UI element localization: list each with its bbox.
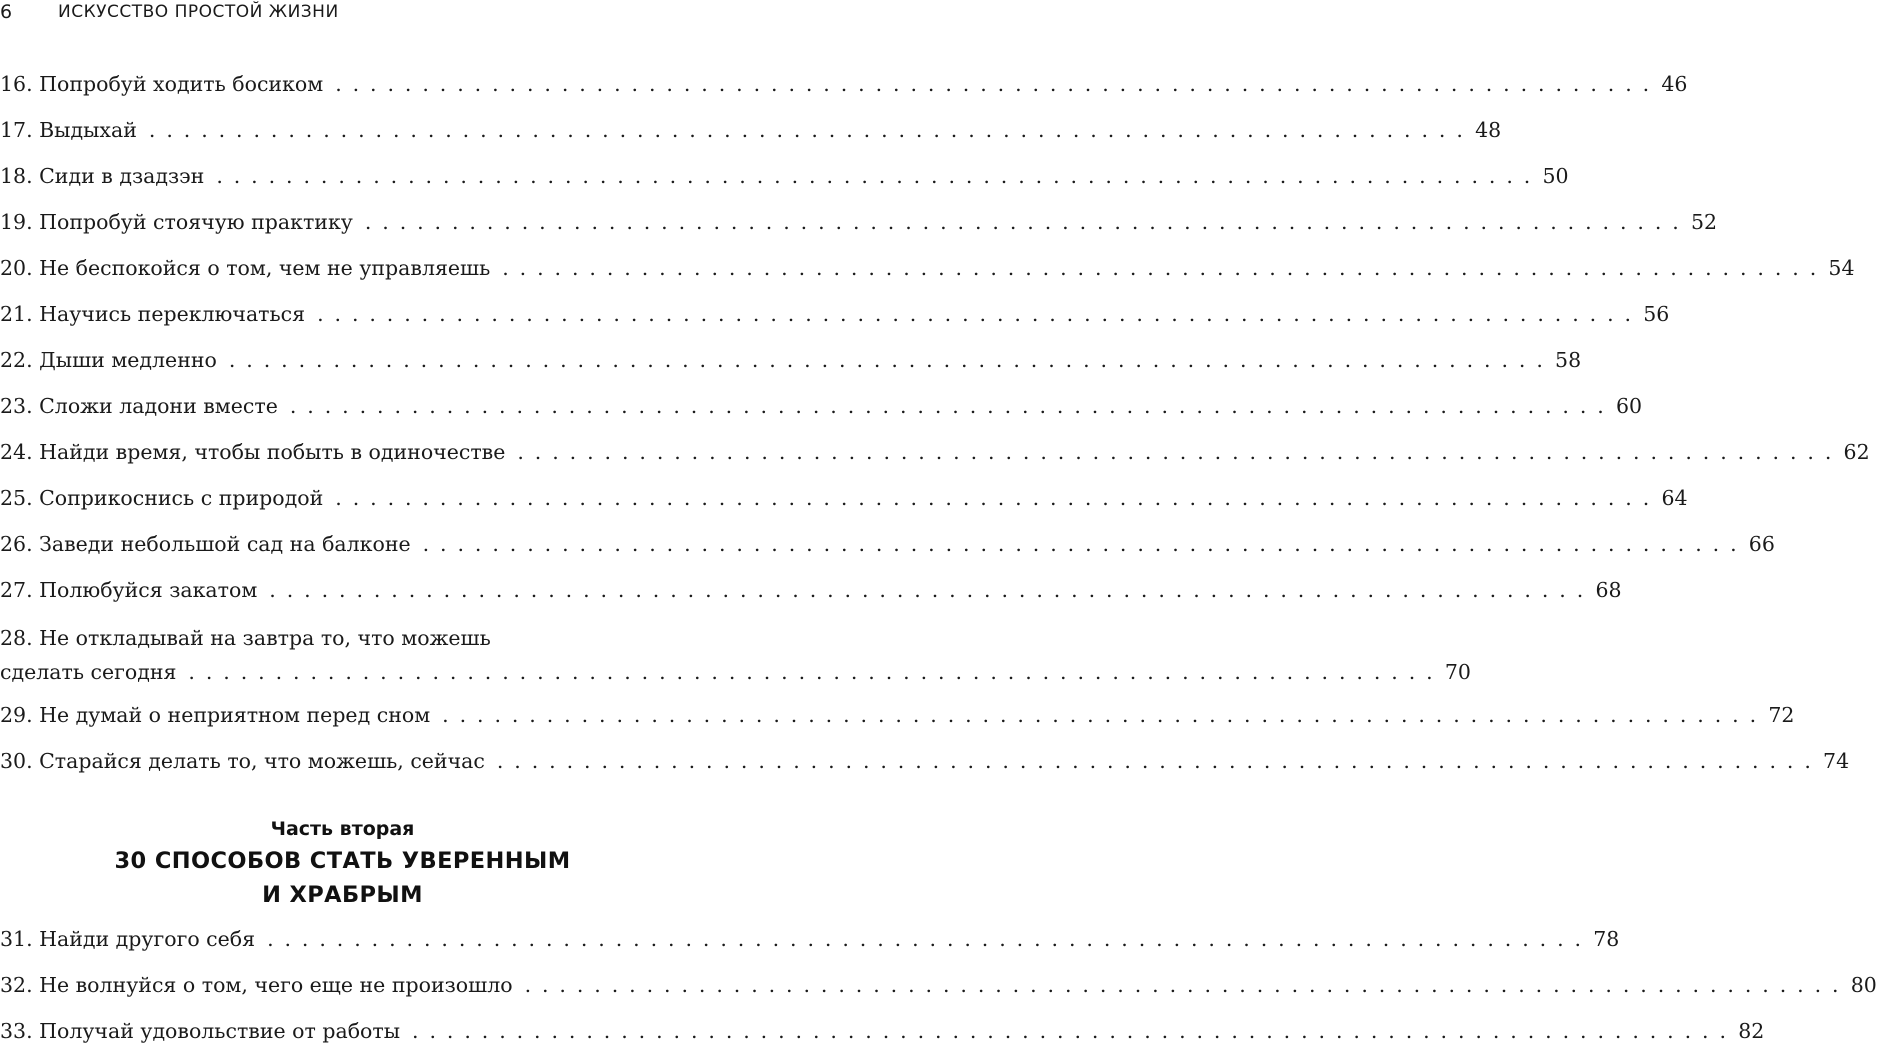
toc-entry-title: 24. Найди время, чтобы побыть в одиночестве xyxy=(0,440,506,464)
toc-leader-dots: . . . . . . . . . . . . . . . . . . . . . . . . . . . . . . . . . . . . . . . . . . . . . . . . . . . . . . . . . . . . . . . . . . . . . . . . . . . . xyxy=(228,348,1546,372)
toc-entry-page: 52 xyxy=(1691,210,1718,234)
toc-entry-title: 18. Сиди в дзадзэн xyxy=(0,164,205,188)
toc-entry-title: 23. Сложи ладони вместе xyxy=(0,394,278,418)
toc-leader-dots: . . . . . . . . . . . . . . . . . . . . . . . . . . . . . . . . . . . . . . . . . . . . . . . . . . . . . . . . . . . . . . . . . . . . . . . . . . . . xyxy=(412,1019,1729,1043)
toc-entry-29[interactable] xyxy=(0,703,1795,737)
toc-entry-title: 32. Не волнуйся о том, чего еще не произошло xyxy=(0,973,513,997)
toc-leader-dots: . . . . . . . . . . . . . . . . . . . . . . . . . . . . . . . . . . . . . . . . . . . . . . . . . . . . . . . . . . . . . . . . . . . . . . . . . . . . xyxy=(524,973,1841,997)
toc-entry-page: 54 xyxy=(1828,256,1855,280)
toc-entry-title: 30. Старайся делать то, что можешь, сейчас xyxy=(0,749,485,773)
toc-leader-dots: . . . . . . . . . . . . . . . . . . . . . . . . . . . . . . . . . . . . . . . . . . . . . . . . . . . . . . . . . . . . . . . . . . . . . . . . xyxy=(188,660,1435,684)
toc-entry-page: 82 xyxy=(1738,1019,1765,1043)
toc-entry-title: 17. Выдыхай xyxy=(0,118,137,142)
toc-leader-dots: . . . . . . . . . . . . . . . . . . . . . . . . . . . . . . . . . . . . . . . . . . . . . . . . . . . . . . . . . . . . . . . . . . . . . . . . . . . . xyxy=(517,440,1834,464)
toc-entry-28[interactable] xyxy=(0,626,1471,684)
toc-entry-32[interactable] xyxy=(0,973,1877,1007)
toc-entry-27[interactable] xyxy=(0,578,1622,612)
toc-leader-dots: . . . . . . . . . . . . . . . . . . . . . . . . . . . . . . . . . . . . . . . . . . . . . . . . . . . . . . . . . . . . . . . . . . . . . . . . . . . . xyxy=(267,927,1584,951)
toc-leader-dots: . . . . . . . . . . . . . . . . . . . . . . . . . . . . . . . . . . . . . . . . . . . . . . . . . . . . . . . . . . . . . . . . . . . . . . . . . . . . xyxy=(496,749,1814,773)
toc-entry-title: 27. Полюбуйся закатом xyxy=(0,578,258,602)
toc-entry-title-line1: 28. Не откладывай на завтра то, что можешь xyxy=(0,626,491,650)
toc-leader-dots: . . . . . . . . . . . . . . . . . . . . . . . . . . . . . . . . . . . . . . . . . . . . . . . . . . . . . . . . . . . . . . . . . . . . . . . . . . . . xyxy=(335,486,1652,510)
toc-leader-dots: . . . . . . . . . . . . . . . . . . . . . . . . . . . . . . . . . . . . . . . . . . . . . . . . . . . . . . . . . . . . . . . . . . . . . . . . . . . . xyxy=(364,210,1681,234)
part-label: Часть вторая xyxy=(270,818,415,840)
toc-entry-page: 58 xyxy=(1555,348,1582,372)
toc-leader-dots: . . . . . . . . . . . . . . . . . . . . . . . . . . . . . . . . . . . . . . . . . . . . . . . . . . . . . . . . . . . . . . . . . . . . . . . . . . . . xyxy=(422,532,1739,556)
part-title-line1: 30 СПОСОБОВ СТАТЬ УВЕРЕННЫМ xyxy=(114,848,571,874)
toc-entry-page: 78 xyxy=(1593,927,1620,951)
toc-entry-18[interactable] xyxy=(0,164,1569,198)
toc-leader-dots: . . . . . . . . . . . . . . . . . . . . . . . . . . . . . . . . . . . . . . . . . . . . . . . . . . . . . . . . . . . . . . . . . . . . . . . . . . . . xyxy=(269,578,1586,602)
toc-entry-page: 74 xyxy=(1823,749,1850,773)
toc-entry-title: 25. Соприкоснись с природой xyxy=(0,486,324,510)
toc-entry-25[interactable] xyxy=(0,486,1688,520)
toc-leader-dots: . . . . . . . . . . . . . . . . . . . . . . . . . . . . . . . . . . . . . . . . . . . . . . . . . . . . . . . . . . . . . . . . . . . . . . . . . . . . xyxy=(442,703,1759,727)
toc-entry-19[interactable] xyxy=(0,210,1718,244)
toc-leader-dots: . . . . . . . . . . . . . . . . . . . . . . . . . . . . . . . . . . . . . . . . . . . . . . . . . . . . . . . . . . . . . . . . . . . . . . . . . . . . xyxy=(335,72,1652,96)
toc-entry-title: 21. Научись переключаться xyxy=(0,302,306,326)
toc-entry-title: 31. Найди другого себя xyxy=(0,927,256,951)
book-title: ИСКУССТВО ПРОСТОЙ ЖИЗНИ xyxy=(58,2,339,22)
toc-leader-dots: . . . . . . . . . . . . . . . . . . . . . . . . . . . . . . . . . . . . . . . . . . . . . . . . . . . . . . . . . . . . . . . . . . . . . . . . . . . . xyxy=(216,164,1533,188)
toc-entry-24[interactable] xyxy=(0,440,1870,474)
toc-entry-page: 50 xyxy=(1542,164,1569,188)
toc-entry-title: 26. Заведи небольшой сад на балконе xyxy=(0,532,411,556)
toc-leader-dots: . . . . . . . . . . . . . . . . . . . . . . . . . . . . . . . . . . . . . . . . . . . . . . . . . . . . . . . . . . . . . . . . . . . . . . . . . . . . xyxy=(502,256,1819,280)
toc-entry-page: 62 xyxy=(1843,440,1870,464)
toc-entry-title: 19. Попробуй стоячую практику xyxy=(0,210,353,234)
toc-entry-17[interactable] xyxy=(0,118,1502,152)
toc-entry-20[interactable] xyxy=(0,256,1855,290)
toc-leader-dots: . . . . . . . . . . . . . . . . . . . . . . . . . . . . . . . . . . . . . . . . . . . . . . . . . . . . . . . . . . . . . . . . . . . . . . . . . . . . xyxy=(148,118,1466,142)
toc-entry-title: 33. Получай удовольствие от работы xyxy=(0,1019,401,1043)
toc-entry-page: 56 xyxy=(1643,302,1670,326)
toc-entry-title-line2: сделать сегодня xyxy=(0,660,177,684)
toc-entry-16[interactable] xyxy=(0,72,1688,106)
toc-entry-33[interactable] xyxy=(0,1019,1765,1053)
toc-entry-page: 68 xyxy=(1595,578,1622,602)
toc-entry-page: 72 xyxy=(1768,703,1795,727)
toc-entry-title: 20. Не беспокойся о том, чем не управляешь xyxy=(0,256,491,280)
part-title-line2: И ХРАБРЫМ xyxy=(262,882,423,908)
toc-leader-dots: . . . . . . . . . . . . . . . . . . . . . . . . . . . . . . . . . . . . . . . . . . . . . . . . . . . . . . . . . . . . . . . . . . . . . . . . . . . . xyxy=(289,394,1607,418)
toc-entry-21[interactable] xyxy=(0,302,1670,336)
toc-entry-title: 16. Попробуй ходить босиком xyxy=(0,72,324,96)
toc-leader-dots: . . . . . . . . . . . . . . . . . . . . . . . . . . . . . . . . . . . . . . . . . . . . . . . . . . . . . . . . . . . . . . . . . . . . . . . . . . . . xyxy=(317,302,1634,326)
toc-entry-page: 70 xyxy=(1444,660,1471,684)
toc-entry-title: 29. Не думай о неприятном перед сном xyxy=(0,703,431,727)
toc-entry-page: 64 xyxy=(1661,486,1688,510)
toc-entry-page: 48 xyxy=(1475,118,1502,142)
toc-entry-page: 66 xyxy=(1748,532,1775,556)
toc-entry-22[interactable] xyxy=(0,348,1582,382)
toc-entry-23[interactable] xyxy=(0,394,1643,428)
toc-entry-page: 60 xyxy=(1616,394,1643,418)
toc-entry-page: 46 xyxy=(1661,72,1688,96)
toc-entry-26[interactable] xyxy=(0,532,1775,566)
part-heading xyxy=(0,814,685,912)
toc-entry-30[interactable] xyxy=(0,749,1850,783)
toc-entry-page: 80 xyxy=(1850,973,1877,997)
page-number: 6 xyxy=(0,1,13,23)
toc-entry-31[interactable] xyxy=(0,927,1620,961)
toc-entry-title: 22. Дыши медленно xyxy=(0,348,217,372)
